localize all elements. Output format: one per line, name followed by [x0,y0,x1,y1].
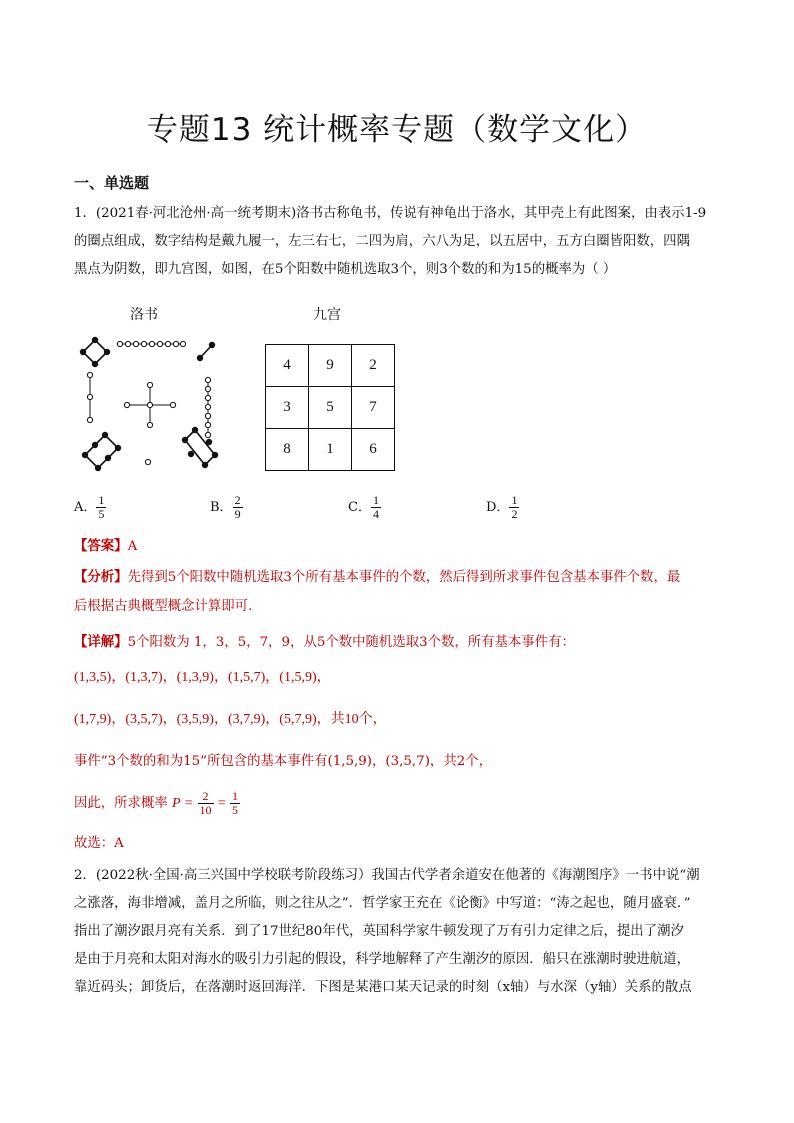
q1-line1: 1．(2021春·河北沧州·高一统考期末)洛书古称龟书，传说有神龟出于洛水，其甲壳上有此图案，由表示1-9 [74,206,707,221]
jiugong-grid [265,344,395,471]
q2-line4: 是由于月亮和太阳对海水的吸引力引起的假设，科学地解释了产生潮汐的原因．船只在涨潮时驶进航道， [74,952,690,967]
section-heading: 一、单选题 [74,174,150,192]
grid-cell: 5 [309,387,352,429]
grid-cell: 2 [352,345,395,387]
detail-line2: (1,3,5)，(1,3,7)，(1,3,9)，(1,5,7)，(1,5,9)， [74,670,331,685]
detail-line3: (1,7,9)，(3,5,7)，(3,5,9)，(3,7,9)，(5,7,9)，共10个， [74,712,387,727]
grid-cell: 1 [309,429,352,471]
analysis-line2: 后根据古典概型概念计算即可. [74,599,253,614]
q2-line1: 2．(2022秋·全国·高三兴国中学校联考阶段练习）我国古代学者余道安在他著的《海潮图序》一书中说“潮 [74,868,700,883]
grid-cell: 4 [266,345,309,387]
option-d: D． $\frac{1}{2}$ [486,493,518,521]
detail-line4: 事件“3个数的和为15”所包含的基本事件有(1,5,9)，(3,5,7)，共2个， [74,754,493,769]
option-c: C． $\frac{1}{4}$ [348,493,379,521]
option-a: A． $\frac{1}{5}$ [74,493,105,521]
jiugong-caption: 九宫 [313,307,341,323]
q2-line5: 靠近码头；卸货后，在落潮时返回海洋．下图是某港口某天记录的时刻（x轴）与水深（y轴）关系的散点 [74,980,692,995]
analysis-line1: 【分析】先得到5个阳数中随机选取3个所有基本事件的个数，然后得到所求事件包含基本事件个数，最 [74,569,681,585]
q2-line2: 之涨落，海非增减，盖月之所临，则之往从之”．哲学家王充在《论衡》中写道：“涛之起也，随月盛衰．” [74,896,691,911]
page-title: 专题13 统计概率专题（数学文化） [146,112,648,148]
luoshu-caption: 洛书 [130,307,158,323]
grid-cell: 8 [266,429,309,471]
grid-cell: 9 [309,345,352,387]
detail-line5: 因此，所求概率 P = $\frac{2}{10}$ = $\frac{1}{5}$ [74,789,238,817]
luoshu-diagram [75,330,255,480]
option-b: B． $\frac{2}{9}$ [210,493,241,521]
grid-cell: 7 [352,387,395,429]
choose-line: 故选：A [74,836,124,851]
answer-line: 【答案】A [74,538,138,554]
q1-line2: 的圈点组成，数字结构是戴九履一，左三右七，二四为肩，六八为足，以五居中，五方白圈皆阳数，四隅 [74,234,690,249]
grid-cell: 3 [266,387,309,429]
q1-line3: 黑点为阴数，即九宫图，如图，在5个阳数中随机选取3个，则3个数的和为15的概率为（ ） [74,262,617,277]
grid-cell: 6 [352,429,395,471]
detail-line1: 【详解】5个阳数为 1，3，5，7，9，从5个数中随机选取3个数，所有基本事件有： [74,634,575,650]
q2-line3: 指出了潮汐跟月亮有关系．到了17世纪80年代，英国科学家牛顿发现了万有引力定律之后，提出了潮汐 [74,924,684,939]
